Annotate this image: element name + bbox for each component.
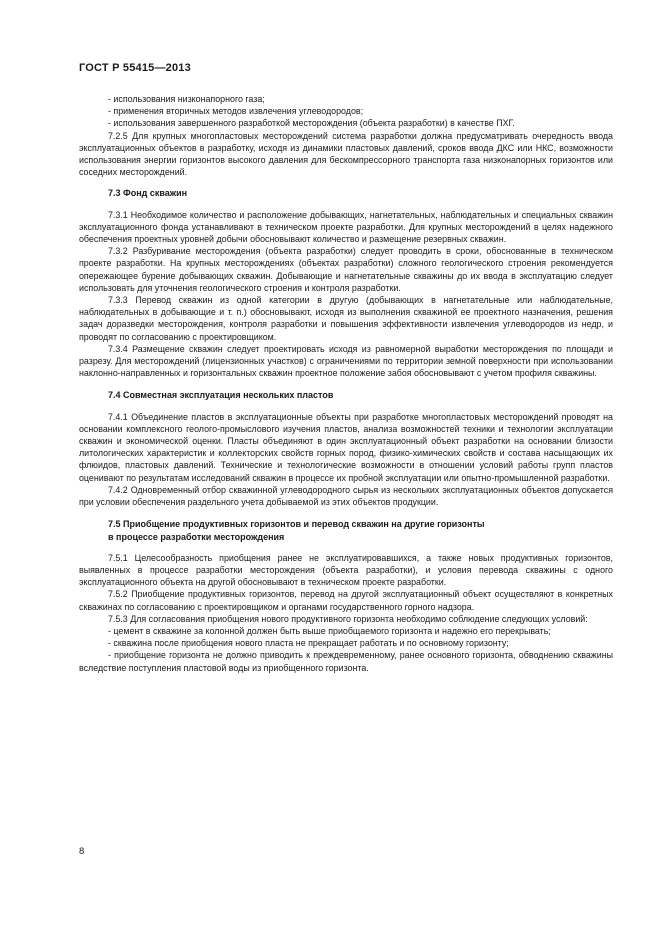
paragraph: 7.5.2 Приобщение продуктивных горизонтов, перевод на другой эксплуатационный объект осуществляют в конкретных скважинах по согласованию с проектировщиком и органами государственного горного надзора. — [79, 589, 613, 612]
paragraph: 7.3.4 Размещение скважин следует проектировать исходя из равномерной выработки месторождения по площади и разрезу. Для месторождений (лицензионных участков) с ограничениями по территории земной поверхности при использовании наклонно-направленных и горизонтальных скважин проектное положение забоя обосновывают с учетом профиля скважины. — [79, 343, 613, 379]
section-heading-line: в процессе разработки месторождения — [108, 531, 285, 542]
paragraph: 7.2.5 Для крупных многопластовых месторождений система разработки должна предусматривать очередность ввода эксплуатационных объектов в разработку, исходя из динамики пластовых давлений, сроков ввода ДКС или НКС, возможности использования энергии горизонтов высокого давления для бескомпрессорного транспорта газа низконапорных горизонтов или соседних месторождений. — [79, 130, 613, 178]
paragraph: 7.3.1 Необходимое количество и расположение добывающих, нагнетательных, наблюдательных и специальных скважин эксплуатационного фонда устанавливают в техническом проекте разработки. Для крупных месторождений в целях надежного обеспечения проектных уровней добычи обосновывают количество и размещение резервных скважин. — [79, 209, 613, 245]
list-item: - скважина после приобщения нового пласта не прекращает работать и по основному горизонту; — [108, 638, 509, 649]
paragraph: 7.4.2 Одновременный отбор скважинной углеводородного сырья из нескольких эксплуатационных объектов допускается при условии обеспечения раздельного учета добываемой из этих объектов продукции. — [79, 484, 613, 508]
paragraph: 7.5.1 Целесообразность приобщения ранее не эксплуатировавшихся, а также новых продуктивных горизонтов, выявленных в процессе разработки месторождения (объекта разработки), и условия перевода скважины с одного эксплуатационного объекта на другой обосновывают в техническом проекте разработки. — [79, 552, 613, 588]
list-item: - цемент в скважине за колонной должен быть выше приобщаемого горизонта и надежно его перекрывать; — [108, 625, 551, 636]
paragraph: 7.5.3 Для согласования приобщения нового продуктивного горизонта необходимо соблюдение следующих условий: — [108, 613, 588, 624]
section-heading-line: 7.5 Приобщение продуктивных горизонтов и перевод скважин на другие горизонты — [108, 519, 485, 530]
paragraph: - использования завершенного разработкой месторождения (объекта разработки) в качестве ПХГ. — [108, 118, 515, 129]
paragraph: 7.3.3 Перевод скважин из одной категории в другую (добывающих в нагнетательные или наблюдательные, наблюдательных в добывающие и т. п.) обосновывают, исходя из выполнения скважиной ее проектного назначения, решения задач доразведки месторождения, контроля разработки и повышения эффективности извлечения углеводородов из недр, и проводят по согласованию с проектировщиком. — [79, 295, 613, 342]
page-number: 8 — [79, 846, 85, 857]
section-heading-7-3: 7.3 Фонд скважин — [108, 188, 188, 199]
section-heading-7-4: 7.4 Совместная эксплуатация нескольких пластов — [108, 390, 334, 401]
paragraph: - использования низконапорного газа; — [108, 94, 265, 104]
list-item: - приобщение горизонта не должно приводить к преждевременному, ранее основного горизонта, обводнению скважины вследствие поступления пластовой воды из приобщенного горизонта. — [79, 650, 613, 673]
document-code-header: ГОСТ Р 55415—2013 — [79, 62, 191, 74]
section-heading-7-5 — [79, 518, 613, 542]
document-body — [79, 93, 613, 674]
paragraph: 7.4.1 Объединение пластов в эксплуатационные объекты при разработке многопластовых месторождений проводят на основании комплексного геолого-промыслового изучения пластов, анализа возможностей техники и технологии эксплуатации скважин и экономической оценки. Пласты объединяют в один эксплуатационный объект разработки на основании близости литологических характеристик и коллекторских свойств горных пород, физико-химических свойств и состава насыщающих их флюидов, пластовых давлений. Технические и технологические возможности в отношении условий работы групп пластов оценивают по результатам исследований скважин в процессе их пробной эксплуатации или опытно-промышленной разработки. — [79, 411, 613, 483]
paragraph: 7.3.2 Разбуривание месторождения (объекта разработки) следует проводить в сроки, обоснованные в техническом проекте разработки. На крупных месторождениях (объектах разработки) сложного геологического строения рекомендуется опережающее бурение добывающих скважин. Добывающие и нагнетательные скважины до их ввода в эксплуатацию следует использовать для уточнения геологического строения и контроля разработки. — [79, 246, 613, 293]
paragraph: - применения вторичных методов извлечения углеводородов; — [108, 106, 364, 117]
